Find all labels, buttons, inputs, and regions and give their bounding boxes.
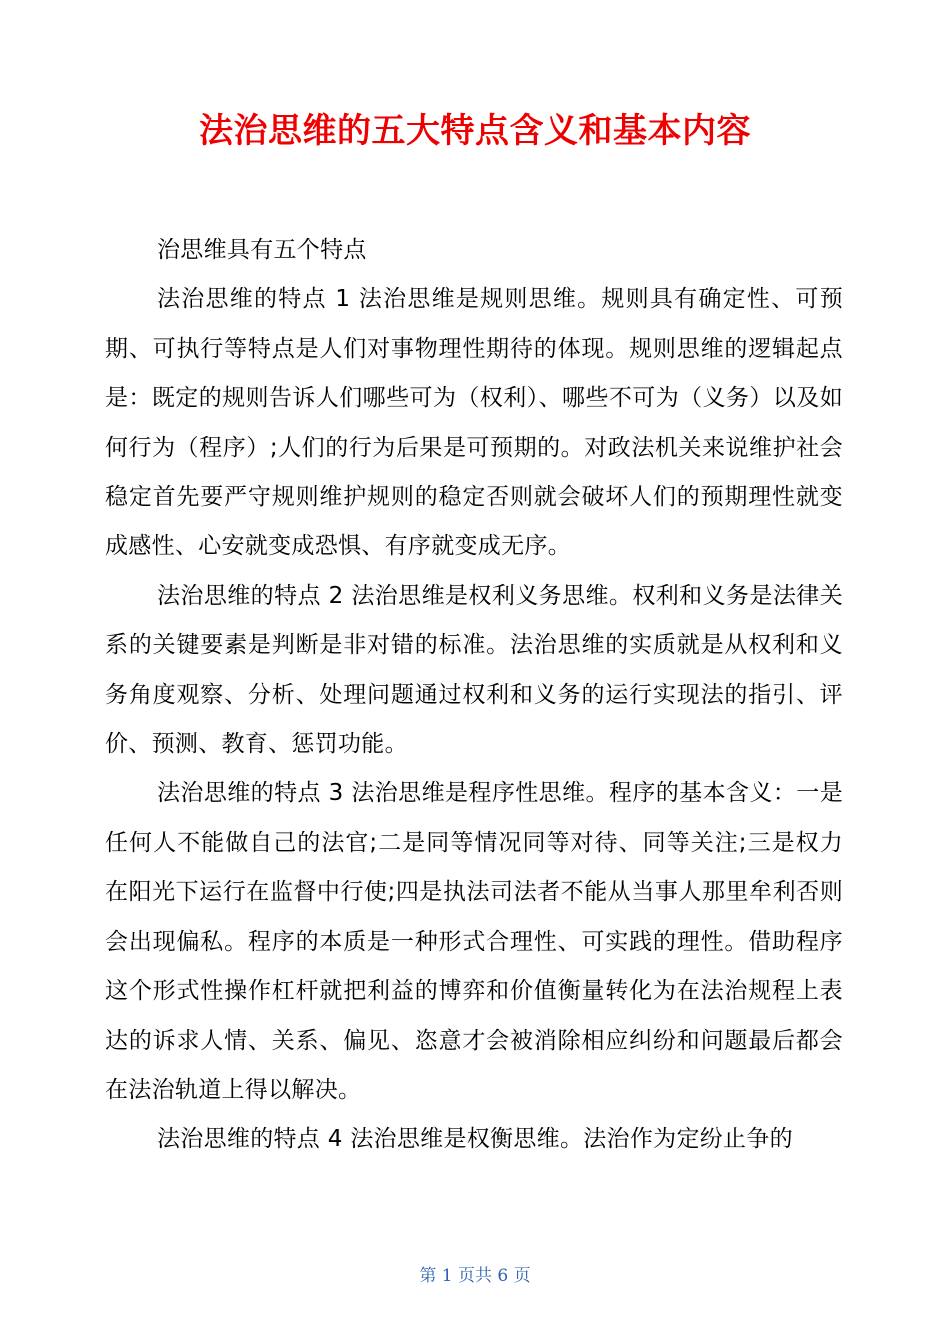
paragraph-feature-3: 法治思维的特点 3 法治思维是程序性思维。程序的基本含义：一是任何人不能做自己的法官;二是同等情况同等对待、同等关注;三是权力在阳光下运行在监督中行使;四是执法司法者不能从当事人那里牟利否则会出现偏私。程序的本质是一种形式合理性、可实践的理性。借助程序这个形式性操作杠杆就把利益的博弈和价值衡量转化为在法治规程上表达的诉求人情、关系、偏见、恣意才会被消除相应纠纷和问题最后都会在法治轨道上得以解决。 <box>105 780 843 1103</box>
page-title: 法治思维的五大特点含义和基本内容 <box>199 111 751 151</box>
page-number-footer: 第 1 页共 6 页 <box>419 1266 531 1286</box>
paragraph-feature-1: 法治思维的特点 1 法治思维是规则思维。规则具有确定性、可预期、可执行等特点是人们对事物理性期待的体现。规则思维的逻辑起点是：既定的规则告诉人们哪些可为（权利）、哪些不可为（义务）以及如何行为（程序）;人们的行为后果是可预期的。对政法机关来说维护社会稳定首先要严守规则维护规则的稳定否则就会破坏人们的预期理性就变成感性、心安就变成恐惧、有序就变成无序。 <box>105 286 843 560</box>
document-body <box>105 226 843 1165</box>
paragraph-feature-4: 法治思维的特点 4 法治思维是权衡思维。法治作为定纷止争的 <box>157 1126 793 1153</box>
paragraph-intro: 治思维具有五个特点 <box>157 237 367 263</box>
paragraph-feature-2: 法治思维的特点 2 法治思维是权利义务思维。权利和义务是法律关系的关键要素是判断是非对错的标准。法治思维的实质就是从权利和义务角度观察、分析、处理问题通过权利和义务的运行实现法的指引、评价、预测、教育、惩罚功能。 <box>105 582 843 758</box>
